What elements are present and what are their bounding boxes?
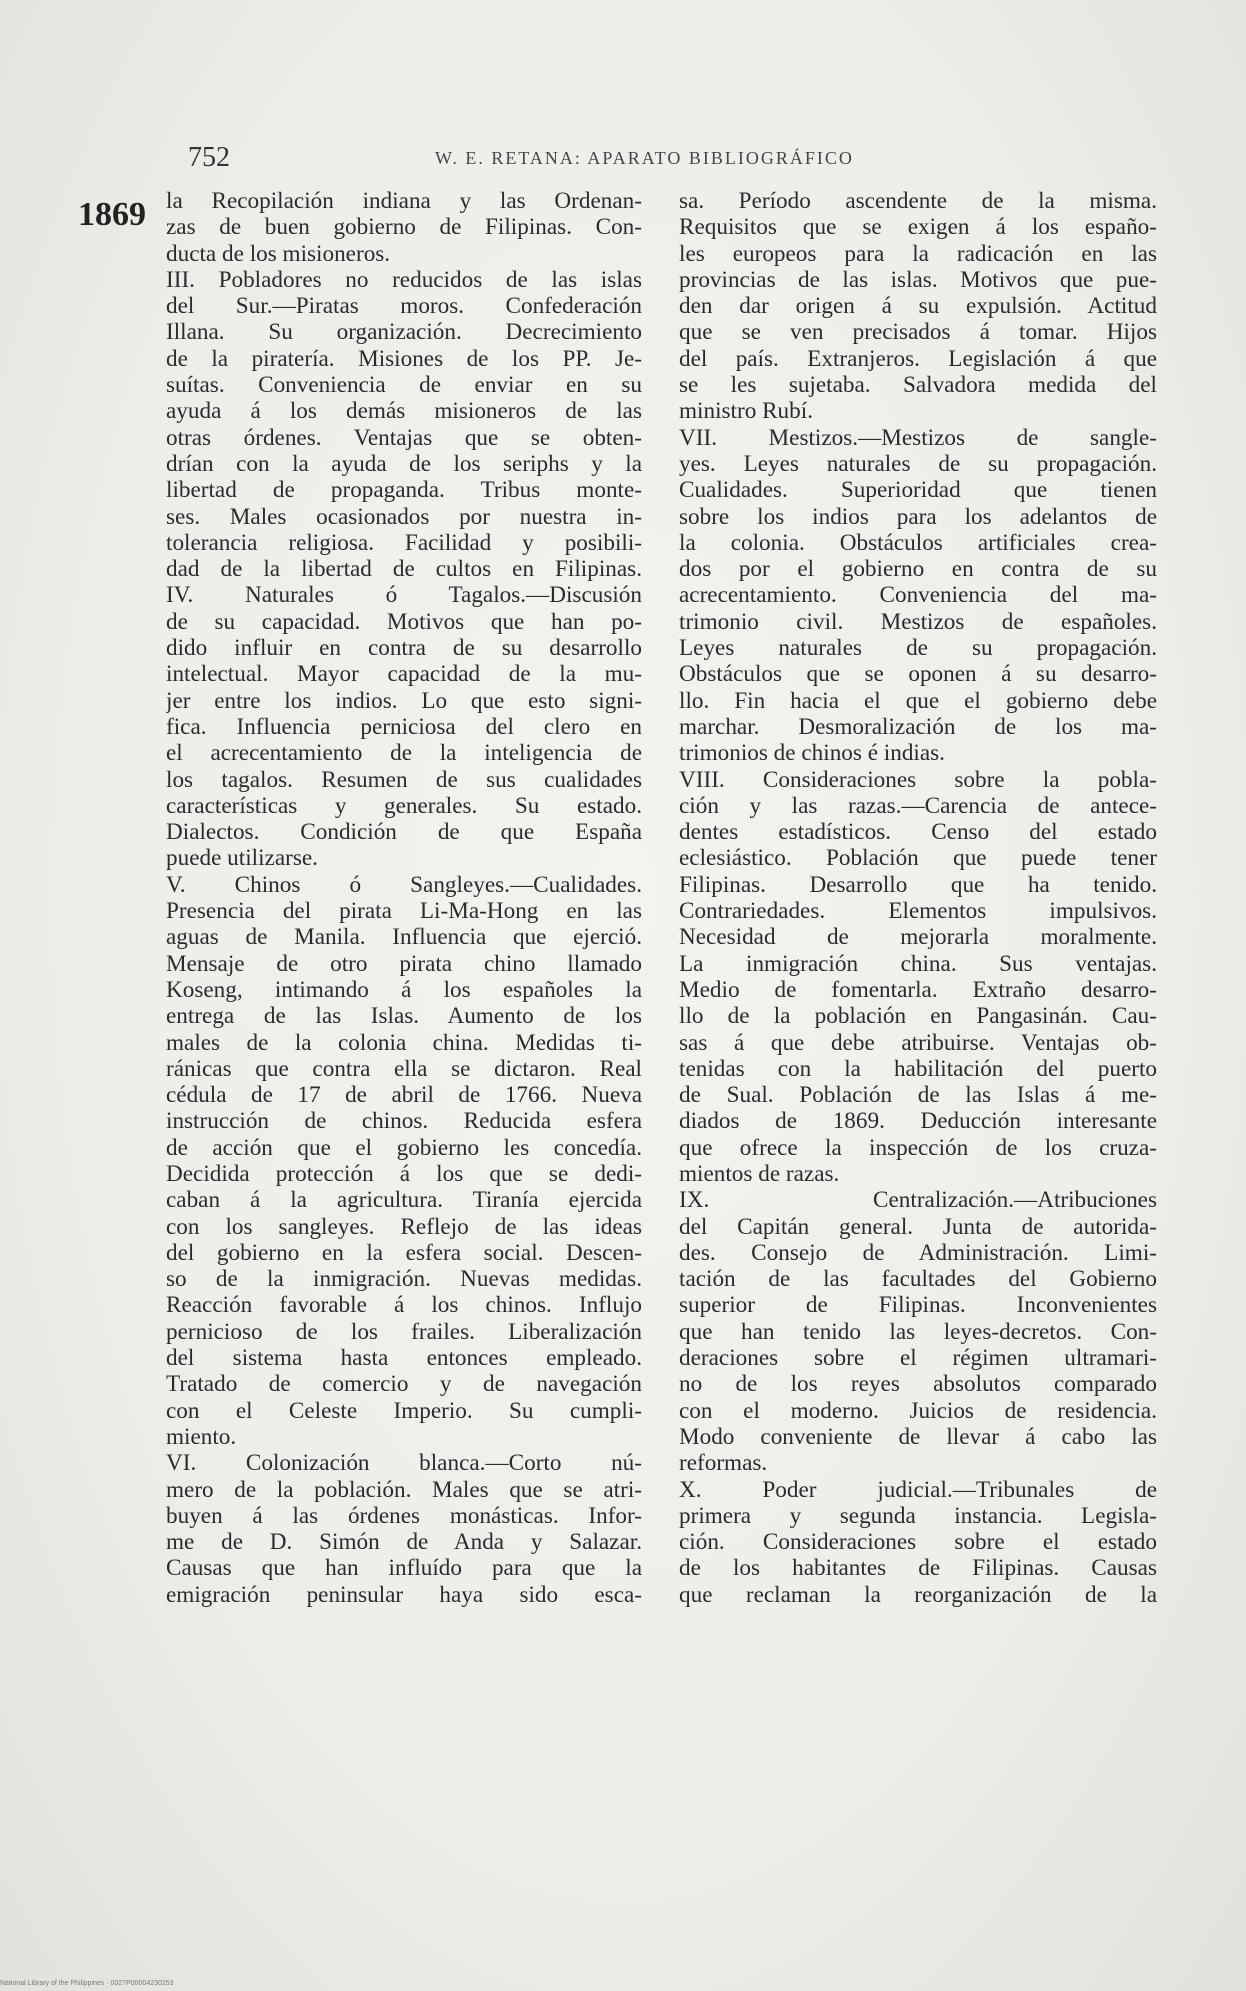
- text-line: del Sur.—Piratas moros. Confederación: [166, 293, 642, 320]
- text-line: del sistema hasta entonces empleado.: [166, 1345, 642, 1372]
- text-line: Requisitos que se exigen á los españo-: [679, 214, 1157, 241]
- text-line: IV. Naturales ó Tagalos.—Discusión: [166, 582, 642, 609]
- text-line: X. Poder judicial.—Tribunales de: [679, 1476, 1157, 1503]
- text-line: VII. Mestizos.—Mestizos de sangle-: [679, 424, 1157, 451]
- text-line: Filipinas. Desarrollo que ha tenido.: [679, 871, 1157, 898]
- text-line: tolerancia religiosa. Facilidad y posibili-: [166, 529, 642, 556]
- page-header: [188, 142, 1163, 178]
- text-line: primera y segunda instancia. Legisla-: [679, 1502, 1157, 1529]
- text-line: Cualidades. Superioridad que tienen: [679, 477, 1157, 504]
- text-line: mientos de razas.: [679, 1160, 840, 1187]
- text-line: cédula de 17 de abril de 1766. Nueva: [166, 1082, 642, 1109]
- right-column: [679, 188, 1157, 1608]
- text-line: tenidas con la habilitación del puerto: [679, 1055, 1157, 1082]
- text-line: IX. Centralización.—Atribuciones: [679, 1187, 1157, 1214]
- text-line: de la piratería. Misiones de los PP. Je-: [166, 345, 642, 372]
- text-line: VIII. Consideraciones sobre la pobla-: [679, 766, 1157, 793]
- text-line: sa. Período ascendente de la misma.: [679, 188, 1157, 214]
- text-line: de los habitantes de Filipinas. Causas: [679, 1555, 1157, 1582]
- text-line: dido influir en contra de su desarrollo: [166, 635, 642, 662]
- text-line: miento.: [166, 1423, 237, 1450]
- text-line: trimonio civil. Mestizos de españoles.: [679, 608, 1157, 635]
- text-line: ducta de los misioneros.: [166, 240, 391, 267]
- text-line: La inmigración china. Sus ventajas.: [679, 950, 1157, 977]
- text-line: no de los reyes absolutos comparado: [679, 1371, 1157, 1398]
- text-line: des. Consejo de Administración. Limi-: [679, 1239, 1157, 1266]
- text-line: drían con la ayuda de los seriphs y la: [166, 450, 642, 477]
- library-footer: National Library of the Philippines · 0027P00004230253: [0, 1980, 174, 1987]
- text-line: Necesidad de mejorarla moralmente.: [679, 924, 1157, 951]
- text-line: superior de Filipinas. Inconvenientes: [679, 1292, 1157, 1319]
- text-line: llo de la población en Pangasinán. Cau-: [679, 1003, 1157, 1030]
- text-line: Reacción favorable á los chinos. Influjo: [166, 1292, 642, 1319]
- text-line: libertad de propaganda. Tribus monte-: [166, 477, 642, 504]
- text-line: VI. Colonización blanca.—Corto nú-: [166, 1450, 642, 1477]
- text-line: buyen á las órdenes monásticas. Infor-: [166, 1502, 642, 1529]
- text-line: me de D. Simón de Anda y Salazar.: [166, 1529, 642, 1556]
- text-line: Illana. Su organización. Decrecimiento: [166, 319, 642, 346]
- text-line: ses. Males ocasionados por nuestra in-: [166, 503, 642, 530]
- text-line: sobre los indios para los adelantos de: [679, 503, 1157, 530]
- text-line: reformas.: [679, 1450, 768, 1477]
- text-line: Dialectos. Condición de que España: [166, 819, 642, 846]
- text-line: sas á que debe atribuirse. Ventajas ob-: [679, 1029, 1157, 1056]
- text-line: características y generales. Su estado.: [166, 792, 642, 819]
- text-line: males de la colonia china. Medidas ti-: [166, 1029, 642, 1056]
- page-number: 752: [188, 142, 230, 173]
- text-line: ránicas que contra ella se dictaron. Real: [166, 1055, 642, 1082]
- text-line: Contrariedades. Elementos impulsivos.: [679, 898, 1157, 925]
- text-line: dentes estadísticos. Censo del estado: [679, 819, 1157, 846]
- text-line: que ofrece la inspección de los cruza-: [679, 1134, 1157, 1161]
- text-line: Presencia del pirata Li-Ma-Hong en las: [166, 898, 642, 925]
- text-line: deraciones sobre el régimen ultramari-: [679, 1345, 1157, 1372]
- text-line: que se ven precisados á tomar. Hijos: [679, 319, 1157, 346]
- text-line: del Capitán general. Junta de autorida-: [679, 1213, 1157, 1240]
- text-line: de Sual. Población de las Islas á me-: [679, 1082, 1157, 1109]
- text-line: de su capacidad. Motivos que han po-: [166, 608, 642, 635]
- text-line: con los sangleyes. Reflejo de las ideas: [166, 1213, 642, 1240]
- left-column: [166, 188, 642, 1608]
- text-line: so de la inmigración. Nuevas medidas.: [166, 1266, 642, 1293]
- text-line: entrega de las Islas. Aumento de los: [166, 1003, 642, 1030]
- text-line: ción. Consideraciones sobre el estado: [679, 1529, 1157, 1556]
- text-line: la Recopilación indiana y las Ordenan-: [166, 188, 642, 214]
- text-line: que reclaman la reorganización de la: [679, 1581, 1157, 1608]
- text-line: diados de 1869. Deducción interesante: [679, 1108, 1157, 1135]
- text-line: Decidida protección á los que se dedi-: [166, 1160, 642, 1187]
- text-line: Obstáculos que se oponen á su desarro-: [679, 661, 1157, 688]
- margin-year: 1869: [78, 196, 146, 233]
- text-line: que han tenido las leyes-decretos. Con-: [679, 1318, 1157, 1345]
- text-line: yes. Leyes naturales de su propagación.: [679, 450, 1157, 477]
- text-line: Tratado de comercio y de navegación: [166, 1371, 642, 1398]
- text-line: pernicioso de los frailes. Liberalización: [166, 1318, 642, 1345]
- text-line: llo. Fin hacia el que el gobierno debe: [679, 687, 1157, 714]
- text-line: III. Pobladores no reducidos de las islas: [166, 266, 642, 293]
- text-line: con el moderno. Juicios de residencia.: [679, 1397, 1157, 1424]
- text-line: zas de buen gobierno de Filipinas. Con-: [166, 214, 642, 241]
- text-line: otras órdenes. Ventajas que se obten-: [166, 424, 642, 451]
- text-line: les europeos para la radicación en las: [679, 240, 1157, 267]
- text-line: ministro Rubí.: [679, 398, 813, 425]
- text-line: dad de la libertad de cultos en Filipinas.: [166, 556, 642, 583]
- text-line: jer entre los indios. Lo que esto signi-: [166, 687, 642, 714]
- text-line: los tagalos. Resumen de sus cualidades: [166, 766, 642, 793]
- text-line: mero de la población. Males que se atri-: [166, 1476, 642, 1503]
- text-line: intelectual. Mayor capacidad de la mu-: [166, 661, 642, 688]
- text-line: Leyes naturales de su propagación.: [679, 635, 1157, 662]
- text-line: con el Celeste Imperio. Su cumpli-: [166, 1397, 642, 1424]
- text-line: instrucción de chinos. Reducida esfera: [166, 1108, 642, 1135]
- text-line: Medio de fomentarla. Extraño desarro-: [679, 976, 1157, 1003]
- text-line: marchar. Desmoralización de los ma-: [679, 713, 1157, 740]
- text-line: Koseng, intimando á los españoles la: [166, 976, 642, 1003]
- text-line: tación de las facultades del Gobierno: [679, 1266, 1157, 1293]
- text-line: caban á la agricultura. Tiranía ejercida: [166, 1187, 642, 1214]
- running-title: W. E. RETANA: APARATO BIBLIOGRÁFICO: [435, 148, 854, 168]
- text-line: eclesiástico. Población que puede tener: [679, 845, 1157, 872]
- text-line: V. Chinos ó Sangleyes.—Cualidades.: [166, 871, 642, 898]
- text-line: Mensaje de otro pirata chino llamado: [166, 950, 642, 977]
- text-line: del gobierno en la esfera social. Descen-: [166, 1239, 642, 1266]
- text-line: del país. Extranjeros. Legislación á que: [679, 345, 1157, 372]
- text-line: el acrecentamiento de la inteligencia de: [166, 740, 642, 767]
- text-line: ayuda á los demás misioneros de las: [166, 398, 642, 425]
- text-line: trimonios de chinos é indias.: [679, 740, 945, 767]
- text-line: provincias de las islas. Motivos que pue-: [679, 266, 1157, 293]
- text-line: ción y las razas.—Carencia de antece-: [679, 792, 1157, 819]
- text-line: fica. Influencia perniciosa del clero en: [166, 713, 642, 740]
- text-line: Causas que han influído para que la: [166, 1555, 642, 1582]
- text-line: den dar origen á su expulsión. Actitud: [679, 293, 1157, 320]
- text-line: emigración peninsular haya sido esca-: [166, 1581, 642, 1608]
- text-line: aguas de Manila. Influencia que ejerció.: [166, 924, 642, 951]
- text-line: de acción que el gobierno les concedía.: [166, 1134, 642, 1161]
- text-line: dos por el gobierno en contra de su: [679, 556, 1157, 583]
- text-line: Modo conveniente de llevar á cabo las: [679, 1423, 1157, 1450]
- text-line: puede utilizarse.: [166, 845, 318, 872]
- text-line: se les sujetaba. Salvadora medida del: [679, 372, 1157, 399]
- text-line: suítas. Conveniencia de enviar en su: [166, 372, 642, 399]
- text-line: la colonia. Obstáculos artificiales crea-: [679, 529, 1157, 556]
- text-line: acrecentamiento. Conveniencia del ma-: [679, 582, 1157, 609]
